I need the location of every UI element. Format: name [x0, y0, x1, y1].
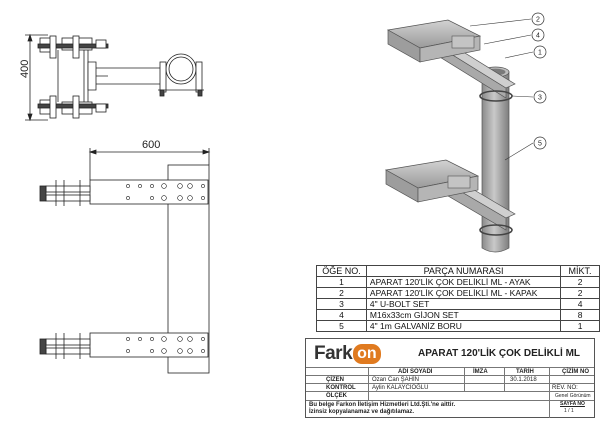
- cell-no: 2: [317, 288, 367, 299]
- document-title: APARAT 120'LİK ÇOK DELİKLİ ML: [418, 348, 581, 359]
- sheet-label: SAYFA NO: [560, 401, 585, 407]
- cell-qty: 1: [561, 321, 600, 332]
- divider: [306, 400, 594, 401]
- title-block: [305, 338, 595, 418]
- drawing-date: 30.1.2018: [510, 376, 537, 383]
- table-row: [317, 288, 600, 299]
- table-row: [317, 310, 600, 321]
- header-quantity: MİKT.: [561, 266, 600, 277]
- divider: [464, 367, 465, 391]
- label-scale: ÖLÇEK: [326, 393, 347, 399]
- top-view: [25, 35, 204, 120]
- side-view: [40, 148, 209, 373]
- view-name: Genel Görünüm: [555, 393, 591, 399]
- header-item-no: ÖĞE NO.: [317, 266, 367, 277]
- cell-name: 4" U-BOLT SET: [366, 299, 560, 310]
- cell-qty: 8: [561, 310, 600, 321]
- copyright-note: [309, 402, 455, 416]
- callout-5: 5: [538, 140, 542, 148]
- label-drawing-no: ÇİZİM NO: [562, 368, 589, 375]
- label-control: KONTROL: [326, 385, 356, 391]
- cell-name: APARAT 120'LİK ÇOK DELİKLİ ML - KAPAK: [366, 288, 560, 299]
- cell-qty: 4: [561, 299, 600, 310]
- label-name: ADI SOYADI: [398, 368, 433, 375]
- drawn-by: Ozan Can ŞAHİN: [372, 376, 420, 383]
- divider: [504, 367, 505, 391]
- cell-no: 4: [317, 310, 367, 321]
- cell-qty: 2: [561, 277, 600, 288]
- table-row: [317, 321, 600, 332]
- label-drawn: ÇİZEN: [326, 377, 344, 383]
- callout-4: 4: [536, 32, 540, 40]
- label-date: TARİH: [516, 368, 534, 375]
- label-sign: İMZA: [473, 368, 488, 375]
- cell-no: 3: [317, 299, 367, 310]
- divider: [306, 383, 594, 384]
- table-row: [317, 277, 600, 288]
- parts-table: [316, 265, 600, 332]
- controlled-by: Aylin KALAYCIOĞLU: [372, 384, 429, 391]
- logo-text-right: on: [353, 344, 381, 364]
- isometric-view: [386, 19, 533, 252]
- logo-text-left: Fark: [314, 343, 353, 364]
- divider: [549, 367, 550, 418]
- cell-name: APARAT 120'LİK ÇOK DELİKLİ ML - AYAK: [366, 277, 560, 288]
- cell-no: 1: [317, 277, 367, 288]
- sheet-value: 1 / 1: [564, 408, 574, 414]
- rev-no: REV. NO:: [552, 384, 578, 391]
- part-callouts: [532, 13, 546, 149]
- header-part-number: PARÇA NUMARASI: [366, 266, 560, 277]
- cell-name: M16x33cm GİJON SET: [366, 310, 560, 321]
- cell-qty: 2: [561, 288, 600, 299]
- parts-table-header: [317, 266, 600, 277]
- cell-name: 4" 1m GALVANİZ BORU: [366, 321, 560, 332]
- farkon-logo: [314, 343, 381, 365]
- divider: [368, 367, 369, 400]
- divider: [306, 367, 594, 368]
- dimension-width: 600: [142, 139, 161, 151]
- dimension-height: 400: [19, 59, 31, 78]
- divider: [306, 391, 594, 392]
- table-row: [317, 299, 600, 310]
- cell-no: 5: [317, 321, 367, 332]
- divider: [306, 375, 594, 376]
- callout-1: 1: [538, 49, 542, 57]
- callout-2: 2: [536, 16, 540, 24]
- callout-3: 3: [538, 94, 542, 102]
- copyright-text: Bu belge Farkon İletişim Hizmetleri Ltd.Şti.'ne aittir. İzinsiz kopyalanamaz ve dağıtılamaz.: [309, 402, 456, 415]
